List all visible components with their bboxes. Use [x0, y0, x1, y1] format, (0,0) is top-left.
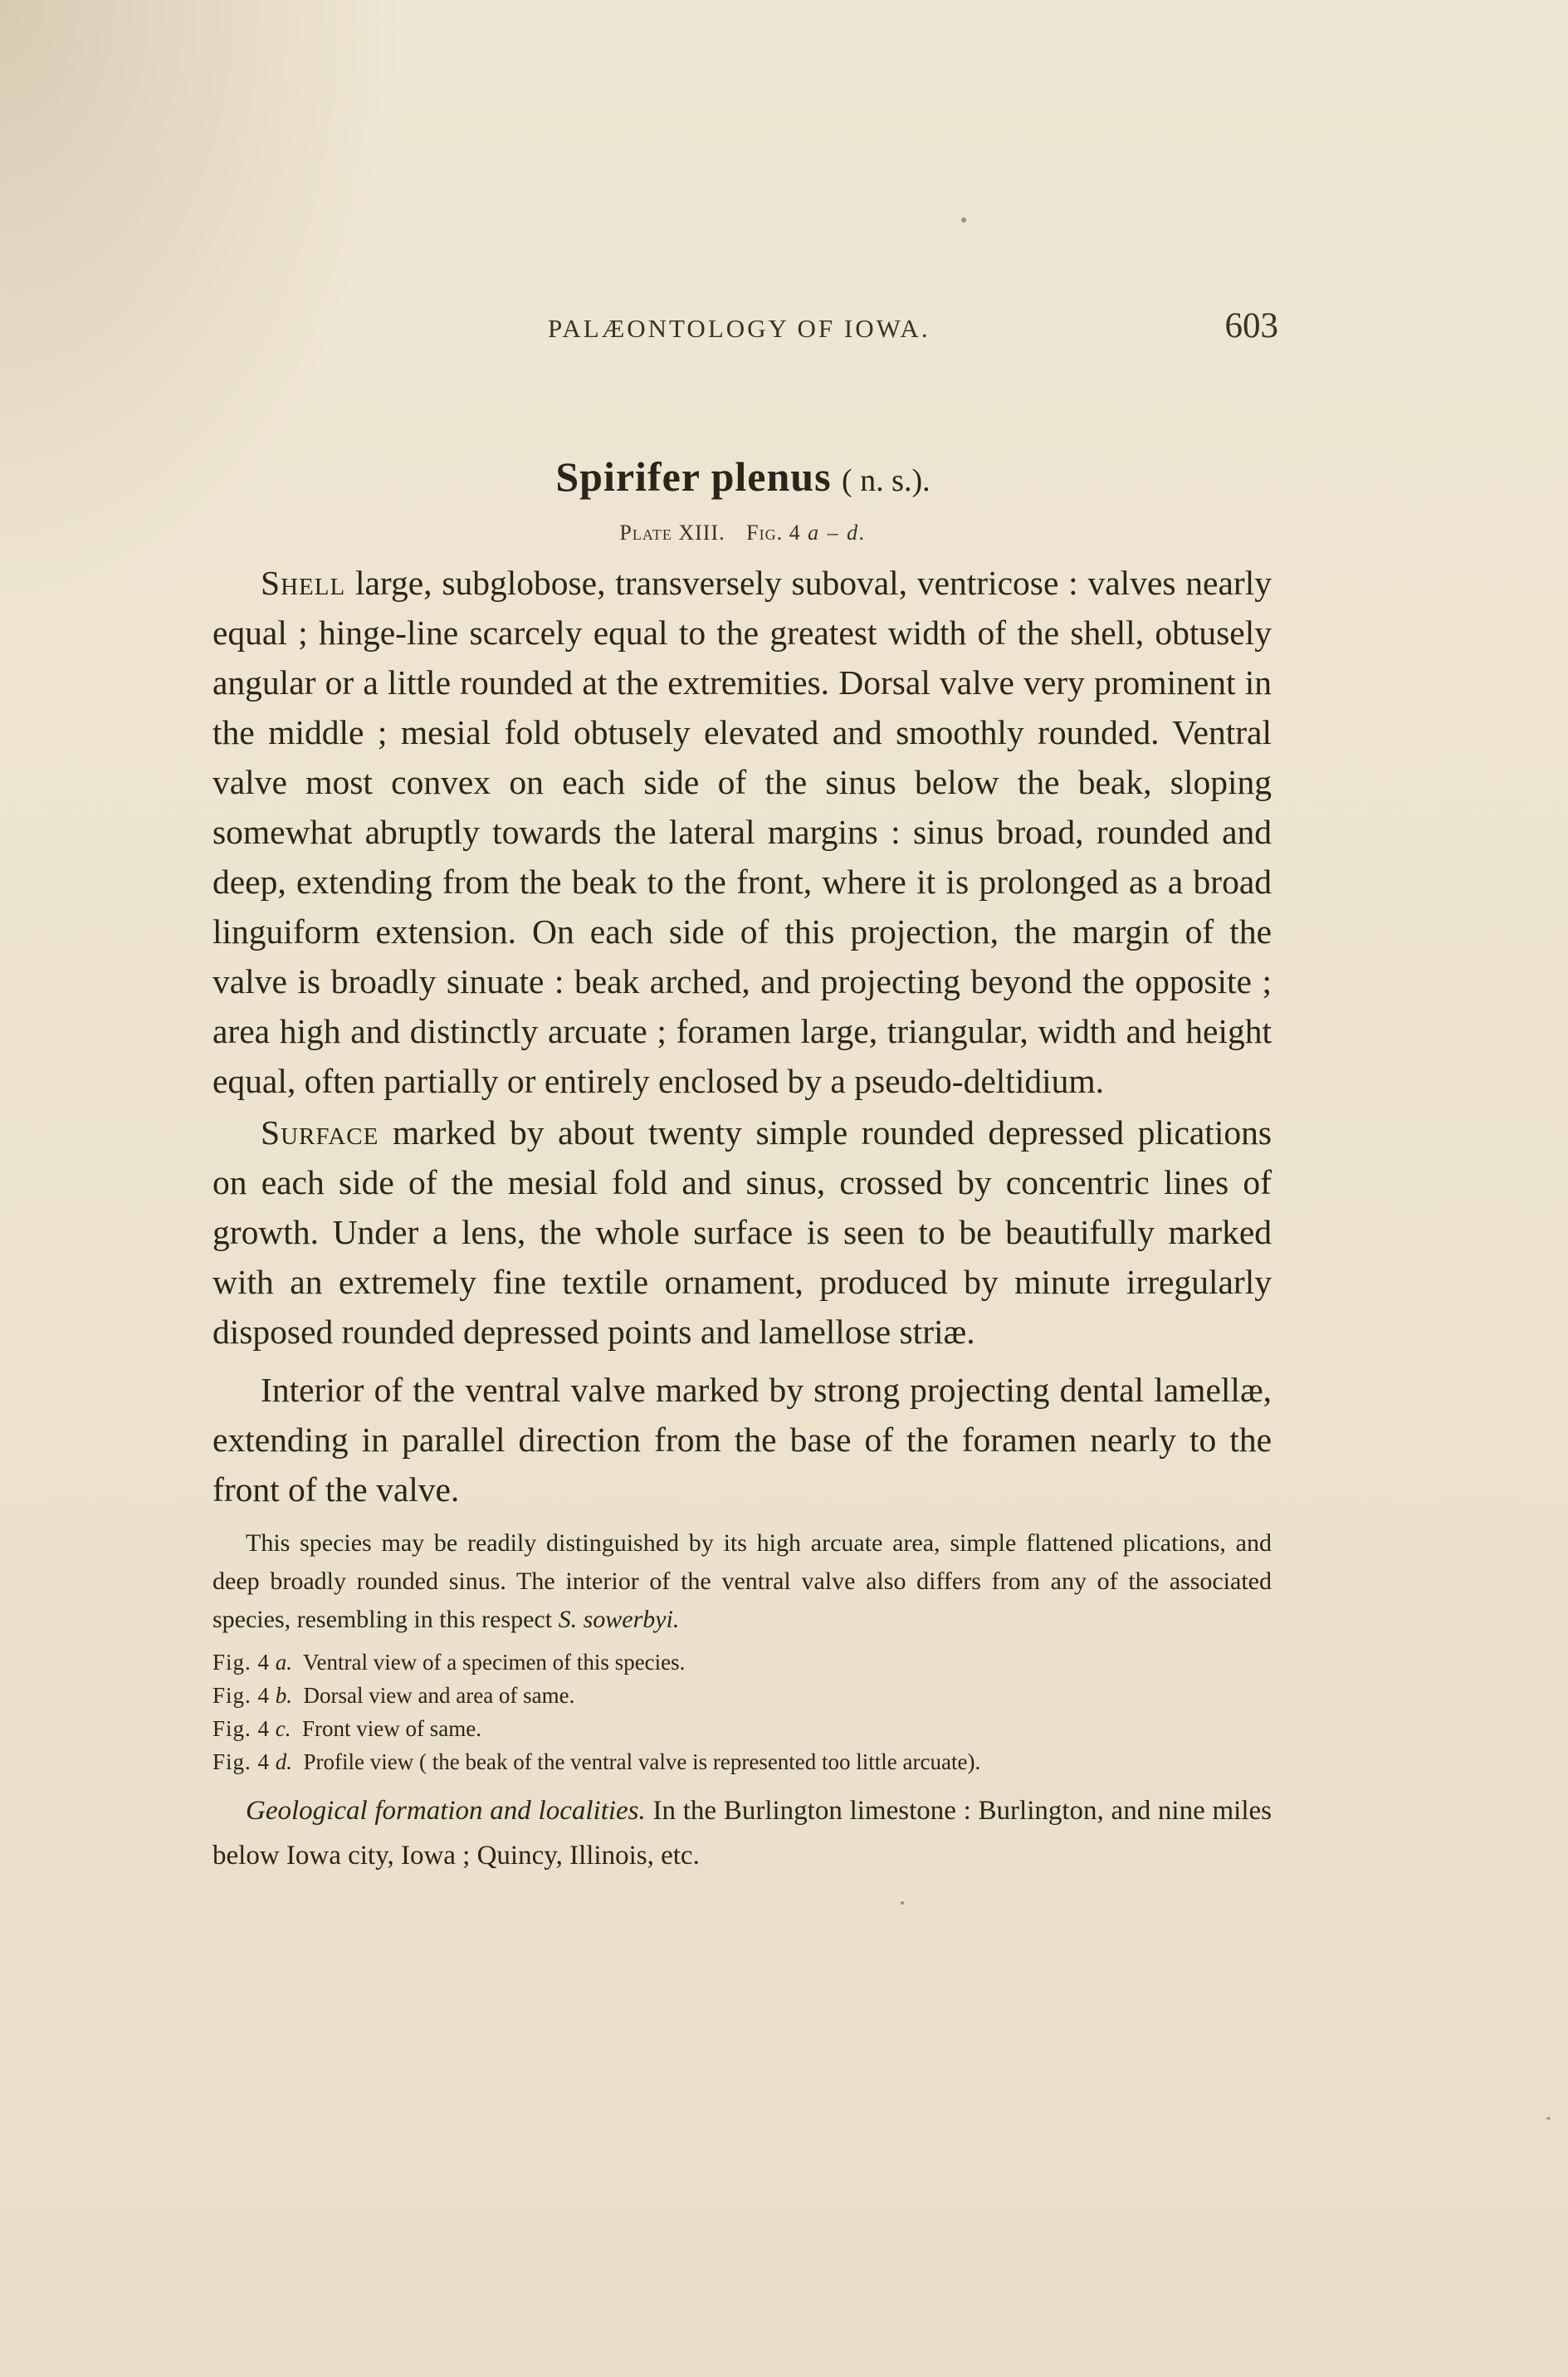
paper-speck	[901, 1901, 904, 1905]
body-text	[212, 558, 1272, 1905]
geology-text: In the Burlington limestone : Burlington, and nine miles below Iowa city, Iowa ; Quincy, Illinois, etc.	[212, 1796, 1272, 1871]
page-number: 603	[1224, 306, 1278, 345]
figure-label: Fig. 4	[212, 1683, 271, 1708]
figure-letter: d.	[275, 1749, 293, 1774]
figure-text: Ventral view of a specimen of this species.	[303, 1650, 686, 1675]
shell-paragraph	[212, 558, 1272, 1106]
surface-lead: Surface	[261, 1113, 379, 1152]
paper-speck	[1546, 2117, 1551, 2120]
fig-prefix: Fig. 4	[746, 521, 801, 545]
figure-caption	[212, 1646, 1272, 1679]
surface-text: marked by about twenty simple rounded depressed plications on each side of the mesial fold and sinus, crossed by concentric lines of growth. Under a lens, the whole surface is seen to be beautifully marked with an extremely fine textile ornament, produced by minute irregularly disposed rounded depressed points and lamellose striæ.	[212, 1113, 1272, 1351]
running-title: PALÆONTOLOGY OF IOWA.	[548, 314, 931, 343]
shell-text: large, subglobose, transversely suboval, ventricose : valves nearly equal ; hinge-line scarcely equal to the greatest width of the shell, obtusely angular or a little rounded at the extremities. Dorsal valve very prominent in the middle ; mesial fold obtusely elevated and smoothly rounded. Ventral valve most convex on each side of the sinus below the beak, sloping somewhat abruptly towards the lateral margins : sinus broad, rounded and deep, extending from the beak to the front, where it is prolonged as a broad linguiform extension. On each side of this projection, the margin of the valve is broadly sinuate : beak arched, and projecting beyond the opposite ; area high and distinctly arcuate ; foramen large, triangular, width and height equal, often partially or entirely enclosed by a pseudo-deltidium.	[212, 564, 1272, 1100]
species-suffix: ( n. s.).	[842, 463, 931, 498]
figure-text: Front view of same.	[302, 1716, 481, 1741]
remark-species-ref: S. sowerbyi.	[558, 1606, 680, 1633]
remark-text: This species may be readily distinguished by its high arcuate area, simple flattened plications, and deep broadly rounded sinus. The interior of the ventral valve also differs from any of the associated species, resembling in this respect	[212, 1529, 1272, 1633]
paper-speck	[961, 218, 966, 223]
remark-paragraph	[212, 1524, 1272, 1639]
species-name: Spirifer plenus	[555, 453, 832, 500]
plate-reference	[208, 521, 1278, 545]
figure-caption	[212, 1745, 1272, 1778]
surface-paragraph	[212, 1108, 1272, 1357]
figure-letter: b.	[275, 1683, 293, 1708]
plate-label: Plate XIII.	[619, 521, 725, 545]
figure-label: Fig. 4	[212, 1749, 271, 1774]
shell-lead: Shell	[261, 564, 346, 602]
figure-captions	[212, 1646, 1272, 1778]
fig-range: a – d.	[808, 521, 867, 545]
page-header	[208, 306, 1278, 355]
species-title	[208, 452, 1278, 501]
figure-text: Profile view ( the beak of the ventral valve is represented too little arcuate).	[303, 1749, 981, 1774]
figure-text: Dorsal view and area of same.	[303, 1683, 575, 1708]
figure-letter: a.	[275, 1650, 293, 1675]
geology-label: Geological formation and localities.	[246, 1796, 646, 1826]
interior-paragraph: Interior of the ventral valve marked by strong projecting dental lamellæ, extending in parallel direction from the base of the foramen nearly to the front of the valve.	[212, 1371, 1272, 1509]
figure-label: Fig. 4	[212, 1716, 271, 1741]
figure-label: Fig. 4	[212, 1650, 271, 1675]
figure-letter: c.	[275, 1716, 291, 1741]
figure-caption	[212, 1679, 1272, 1712]
geology-paragraph	[212, 1788, 1272, 1878]
figure-caption	[212, 1712, 1272, 1745]
